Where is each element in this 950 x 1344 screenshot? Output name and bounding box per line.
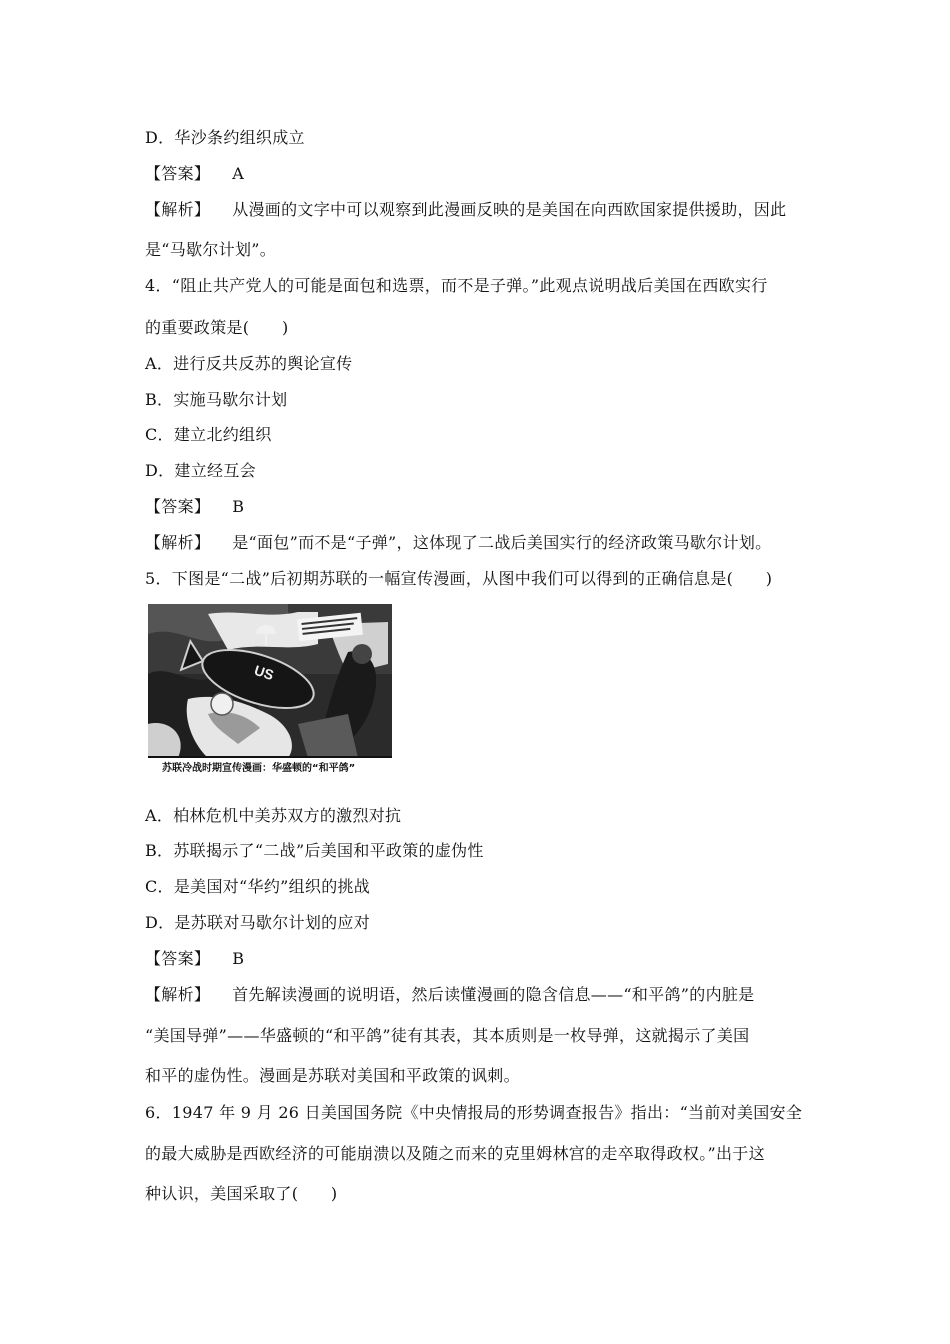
q3-answer-line [145, 164, 244, 184]
q4-option-c: C．建立北约组织 [145, 425, 272, 444]
analysis-text: 首先解读漫画的说明语，然后读懂漫画的隐含信息——“和平鸽”的内脏是 [232, 985, 755, 1004]
answer-value: B [232, 949, 245, 968]
q6-stem-line-3: 种认识，美国采取了( ) [145, 1184, 338, 1203]
q5-analysis-line-1 [145, 985, 754, 1005]
analysis-tag: 【解析】 [145, 200, 211, 219]
analysis-text: 是“面包”而不是“子弹”，这体现了二战后美国实行的经济政策马歇尔计划。 [232, 533, 772, 552]
answer-value: A [232, 164, 245, 183]
q6-stem-line-1: 6．1947 年 9 月 26 日美国国务院《中央情报局的形势调查报告》指出：“当前对美国安全 [145, 1103, 803, 1122]
q3-analysis-line-1 [145, 200, 786, 220]
answer-value: B [232, 497, 245, 516]
analysis-tag: 【解析】 [145, 985, 211, 1004]
q4-analysis-line-1 [145, 533, 771, 553]
analysis-text: 从漫画的文字中可以观察到此漫画反映的是美国在向西欧国家提供援助，因此 [232, 200, 787, 219]
q4-stem-line-2: 的重要政策是( ) [145, 318, 289, 337]
q4-answer-line [145, 497, 244, 517]
q6-stem-line-2: 的最大威胁是西欧经济的可能崩溃以及随之而来的克里姆林宫的走卒取得政权。”出于这 [145, 1144, 765, 1163]
answer-tag: 【答案】 [145, 497, 211, 516]
q4-option-b: B．实施马歇尔计划 [145, 390, 288, 409]
q4-option-d: D．建立经互会 [145, 461, 256, 480]
bomb-label: US [252, 661, 276, 684]
q5-analysis-line-3: 和平的虚伪性。漫画是苏联对美国和平政策的讽刺。 [145, 1066, 520, 1085]
q5-stem-line-1: 5．下图是“二战”后初期苏联的一幅宣传漫画，从图中我们可以得到的正确信息是( ) [145, 569, 773, 588]
analysis-tag: 【解析】 [145, 533, 211, 552]
cartoon-caption: 苏联冷战时期宣传漫画：华盛顿的“和平鸽” [162, 763, 356, 774]
q5-answer-line [145, 949, 244, 969]
q4-stem-line-1: 4．“阻止共产党人的可能是面包和选票，而不是子弹。”此观点说明战后美国在西欧实行 [145, 276, 768, 295]
answer-tag: 【答案】 [145, 164, 211, 183]
q5-option-c: C．是美国对“华约”组织的挑战 [145, 877, 371, 896]
q4-option-a: A．进行反共反苏的舆论宣传 [145, 354, 353, 373]
q5-option-b: B．苏联揭示了“二战”后美国和平政策的虚伪性 [145, 841, 484, 860]
q5-option-d: D．是苏联对马歇尔计划的应对 [145, 913, 371, 932]
cartoon-illustration [148, 604, 392, 758]
answer-tag: 【答案】 [145, 949, 211, 968]
q5-option-a: A．柏林危机中美苏双方的激烈对抗 [145, 806, 402, 825]
propaganda-cartoon-image [148, 604, 392, 774]
q5-analysis-line-2: “美国导弹”——华盛顿的“和平鸽”徒有其表，其本质则是一枚导弹，这就揭示了美国 [145, 1026, 750, 1045]
q3-analysis-line-2: 是“马歇尔计划”。 [145, 240, 277, 259]
q3-option-d: D．华沙条约组织成立 [145, 128, 305, 147]
